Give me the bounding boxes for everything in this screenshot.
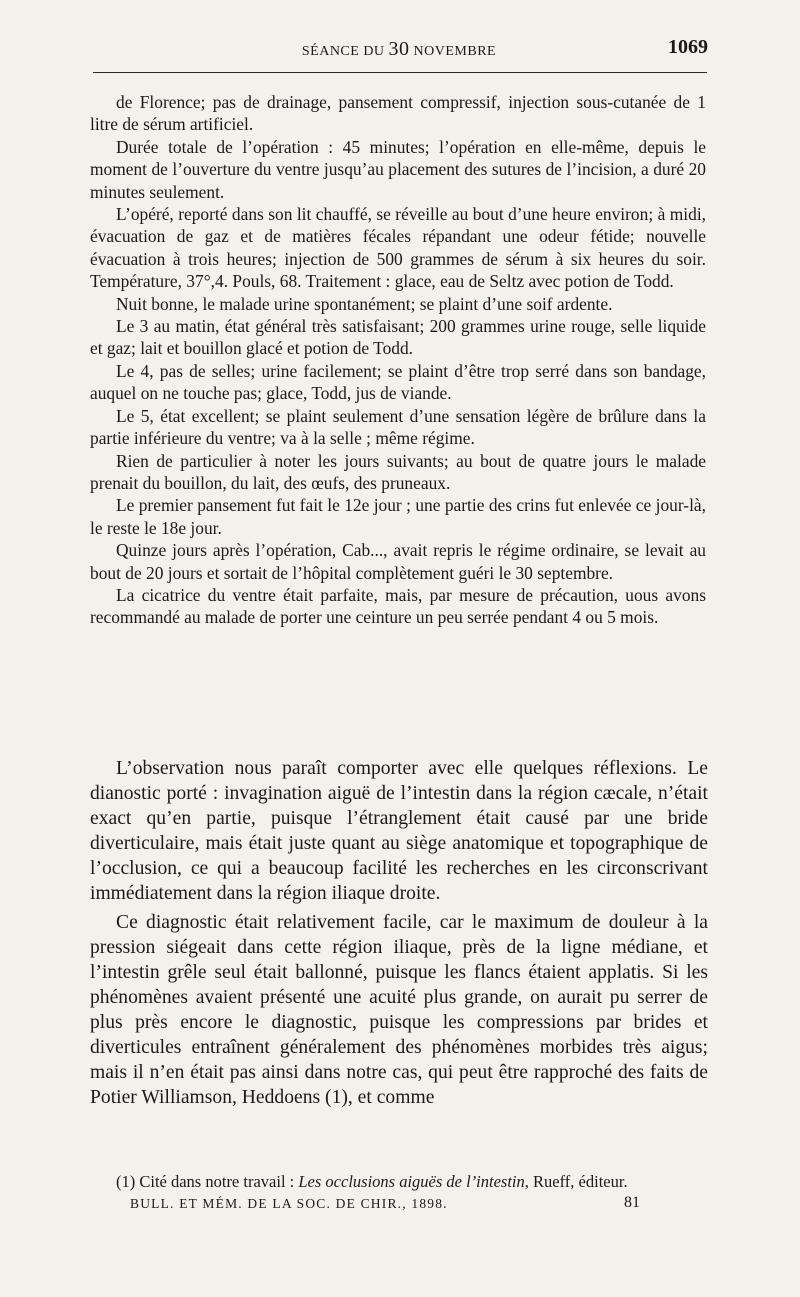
- observation-paragraph: L’opéré, reporté dans son lit chauffé, se réveille au bout d’une heure environ; à midi, évacuation de gaz et de matières fécales répandant une odeur fétide; nouvelle évacuation à trois heures; injection de 500 grammes de sérum à six heures du soir. Température, 37°,4. Pouls, 68. Traitement : glace, eau de Seltz avec potion de Todd.: [90, 204, 706, 292]
- observation-paragraph: Le 5, état excellent; se plaint seulement d’une sensation légère de brûlure dans la partie inférieure du ventre; va à la selle ; même régime.: [90, 405, 706, 449]
- header-rule: [93, 72, 707, 73]
- observation-paragraph: La cicatrice du ventre était parfaite, mais, par mesure de précaution, uous avons recommandé au malade de porter une ceinture un peu serrée pendant 4 ou 5 mois.: [90, 584, 706, 628]
- observation-paragraph: Nuit bonne, le malade urine spontanément; se plaint d’une soif ardente.: [116, 293, 613, 314]
- observation-paragraph: Le 3 au matin, état général très satisfaisant; 200 grammes urine rouge, selle liquide et gaz; lait et bouillon glacé et potion de Todd.: [90, 316, 706, 359]
- footnote-title: Les occlusions aiguës de l’intestin: [298, 1172, 525, 1191]
- footnote: [90, 1172, 708, 1192]
- observation-paragraph: Rien de particulier à noter les jours suivants; au bout de quatre jours le malade prenait du bouillon, du lait, des œufs, des pruneaux.: [90, 450, 706, 493]
- footnote-suffix: , Rueff, éditeur.: [524, 1172, 628, 1191]
- discussion-paragraph: Ce diagnostic était relativement facile, car le maximum de douleur à la pression siégeait dans cette région iliaque, près de la ligne médiane, et l’intestin grêle seul était ballonné, puisque les flancs étaient applatis. Si les phénomènes avaient présenté une acuité plus grande, on aurait pu serrer de plus près encore le diagnostic, puisque les compressions par brides et diverticules entraînent généralement des phénomènes morbides très aigus; mais il n’en était pas ainsi dans notre cas, qui peut être rapproché des faits de Potier Williamson, Heddoens (1), et comme: [90, 912, 708, 1108]
- running-head: [90, 38, 708, 61]
- observation-paragraph: Durée totale de l’opération : 45 minutes; l’opération en elle-même, depuis le moment de l’ouverture du ventre jusqu’au placement des sutures de l’incision, a duré 20 minutes seulement.: [90, 136, 706, 202]
- page-header: [90, 36, 708, 60]
- page-number: 1069: [668, 36, 708, 58]
- discussion-paragraph: L’observation nous paraît comporter avec elle quelques réflexions. Le dianostic porté : invagination aiguë de l’intestin dans la région cæcale, n’était exact qu’en partie, puisque l’étranglement était causé par une bride diverticulaire, mais était juste quant au siège anatomique et topographique de l’occlusion, ce qui a beaucoup facilité les recherches en les circonscrivant immédiatement dans la région iliaque droite.: [90, 758, 708, 904]
- journal-signature: BULL. ET MÉM. DE LA SOC. DE CHIR., 1898.: [130, 1196, 448, 1211]
- footnote-prefix: (1) Cité dans notre travail :: [116, 1172, 299, 1191]
- observation-text: [90, 91, 706, 629]
- running-head-day: 30: [388, 38, 410, 60]
- discussion-text: [90, 756, 708, 1110]
- observation-paragraph: de Florence; pas de drainage, pansement compressif, injection sous-cutanée de 1 litre de sérum artificiel.: [90, 92, 706, 135]
- signature-line: [130, 1196, 670, 1218]
- running-head-post: NOVEMBRE: [409, 44, 497, 59]
- running-head-pre: SÉANCE DU: [301, 44, 389, 59]
- observation-paragraph: Le premier pansement fut fait le 12e jour ; une partie des crins fut enlevée ce jour-là, le reste le 18e jour.: [90, 495, 706, 538]
- observation-paragraph: Quinze jours après l’opération, Cab..., avait repris le régime ordinaire, se levait au bout de 20 jours et sortait de l’hôpital complètement guéri le 30 septembre.: [90, 540, 706, 583]
- sheet-number: 81: [624, 1194, 640, 1211]
- observation-paragraph: Le 4, pas de selles; urine facilement; se plaint d’être trop serré dans son bandage, auquel on ne touche pas; glace, Todd, jus de viande.: [90, 360, 706, 404]
